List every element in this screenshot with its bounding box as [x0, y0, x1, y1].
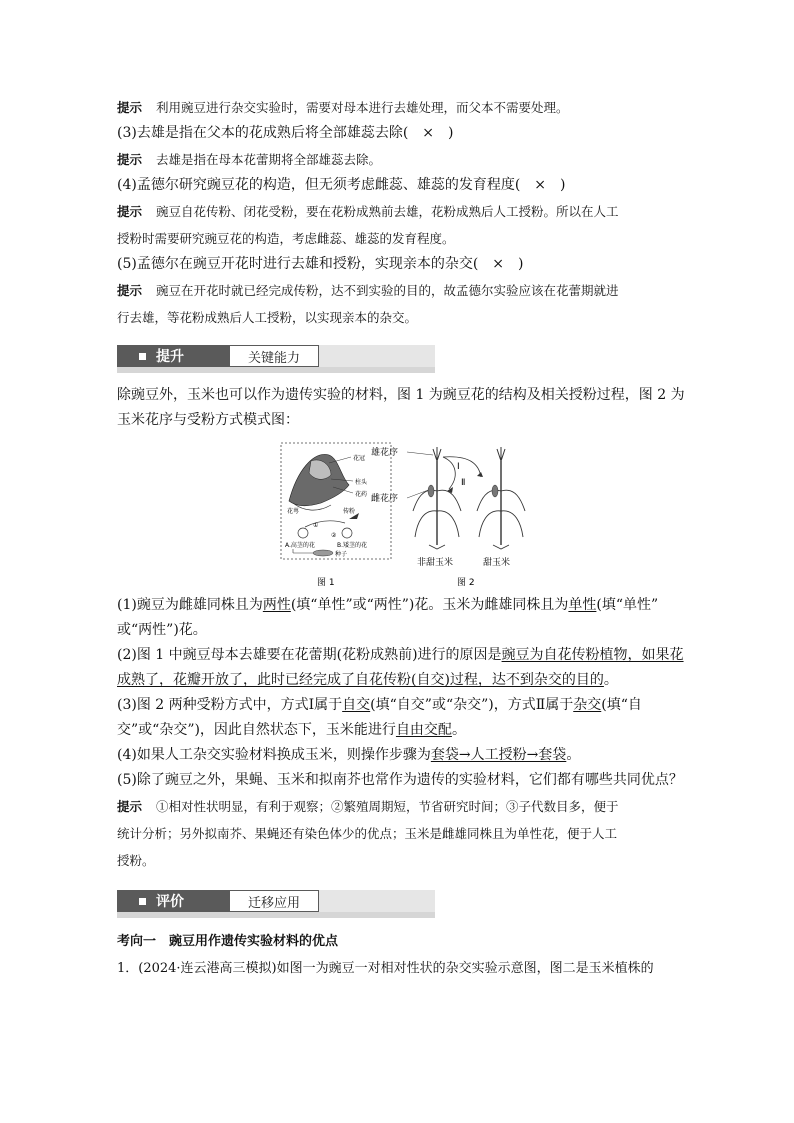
q-answer: 套袋→人工授粉→套袋: [430, 747, 567, 763]
flower-b-icon: [342, 528, 352, 538]
hint-label: 提示: [117, 152, 143, 167]
label-huaguan: 花冠: [353, 455, 366, 462]
statement-4: (4)孟德尔研究豌豆花的构造，但无须考虑雌蕊、雄蕊的发育程度( × ): [117, 177, 566, 193]
label-zhongzi: 种子: [335, 551, 348, 558]
flower-a-icon: [298, 528, 308, 538]
hint-continuation: 授粉时需要研究豌豆花的构造，考虑雌蕊、雄蕊的发育程度。: [117, 231, 455, 246]
q-text: 。: [566, 747, 581, 763]
hint-line: [117, 94, 679, 121]
section-subtitle: 关键能力: [229, 345, 319, 367]
q-answer: 两性: [262, 597, 291, 613]
figure-svg: [117, 441, 679, 591]
q-answer: 豌豆为自花传粉植物，如果花: [501, 647, 684, 663]
question-2-cont: [117, 668, 679, 693]
question-1-cont: 或“两性”)花。: [117, 622, 207, 638]
question-1: [117, 593, 679, 618]
q-text: (3)图 2 两种受粉方式中，方式Ⅰ属于: [117, 697, 343, 713]
q-answer: 自交: [342, 697, 371, 713]
page-content: [117, 94, 685, 982]
hint-continuation: 行去雄，等花粉成熟后人工授粉，以实现亲本的杂交。: [117, 310, 418, 325]
label-b: B.矮茎的花: [337, 542, 368, 549]
hint-text: 去雄是指在母本花蕾期将全部雄蕊去除。: [156, 152, 382, 167]
fig2-caption: 图 2: [457, 578, 475, 588]
q-text: 。: [603, 672, 618, 688]
hint-label: 提示: [117, 100, 143, 115]
question-2: [117, 643, 684, 668]
section-title: 提升: [156, 349, 184, 365]
corn-plant-1: [413, 447, 461, 549]
q-text: (填“单性”或“两性”)花。玉米为雌雄同株且为: [290, 597, 569, 613]
question-4: [117, 743, 679, 768]
hint-line: [117, 793, 679, 820]
statement-5: (5)孟德尔在豌豆开花时进行去雄和授粉，实现亲本的杂交( × ): [117, 256, 524, 272]
hint-continuation: 统计分析；另外拟南芥、果蝇还有染色体少的优点；玉米是雌雄同株且为单性花，便于人工: [117, 826, 618, 841]
q-text: 交”或“杂交”)，因此自然状态下，玉米能进行: [117, 722, 396, 738]
hint-line: [117, 198, 679, 225]
section-bar-fill: [319, 890, 435, 912]
label-feitian: 非甜玉米: [417, 558, 454, 568]
square-icon: [139, 353, 146, 360]
square-icon: [139, 898, 146, 905]
hint-text: 豌豆自花传粉、闭花受粉，要在花粉成熟前去雄，花粉成熟后人工授粉。所以在人工: [156, 204, 619, 219]
seed-pod-icon: [313, 550, 333, 556]
question-5: (5)除了豌豆之外，果蝇、玉米和拟南芥也常作为遗传的实验材料，它们都有哪些共同优点？: [117, 772, 683, 788]
q-answer: 杂交: [573, 697, 602, 713]
hint-label: 提示: [117, 283, 143, 298]
q-text: (填“自交”或“杂交”)，方式Ⅱ属于: [370, 697, 574, 713]
label-n2: ②: [331, 532, 337, 539]
q-text: (4)如果人工杂交实验材料换成玉米，则操作步骤为: [117, 747, 431, 763]
hint-label: 提示: [117, 799, 143, 814]
label-xiong: 雄花序: [371, 448, 399, 458]
pollination-arrow: [305, 521, 345, 527]
section-header-pingjia: [117, 890, 435, 918]
label-zhutou: 柱头: [355, 479, 368, 486]
q-text: (填“自: [601, 697, 642, 713]
q-answer: 单性: [568, 597, 597, 613]
label-a: A.高茎的花: [285, 542, 315, 549]
intro-line: 除豌豆外，玉米也可以作为遗传实验的材料，图 1 为豌豆花的结构及相关授粉过程，图 2 为: [117, 387, 685, 403]
q-text: (填“单性”: [596, 597, 659, 613]
hint-continuation: 授粉。: [117, 853, 155, 868]
label-tian: 甜玉米: [483, 558, 511, 568]
exercise-1: 1．(2024·连云港高三模拟)如图一为豌豆一对相对性状的杂交实验示意图，图二是玉米植株的: [117, 961, 654, 976]
q-answer: 自由交配: [395, 722, 452, 738]
q-answer: 成熟了，花瓣开放了，此时已经完成了自花传粉(自交)过程，达不到杂交的目的: [117, 672, 604, 688]
section-tab-primary: [117, 890, 229, 912]
q-text: (2)图 1 中豌豆母本去雄要在花蕾期(花粉成熟前)进行的原因是: [117, 647, 502, 663]
section-title: 评价: [156, 894, 184, 910]
kaoxiang-heading: 考向一 豌豆用作遗传实验材料的优点: [117, 934, 339, 949]
section-header-tisheng: [117, 345, 435, 373]
fig1-caption: 图 1: [317, 578, 335, 588]
hint-text: ①相对性状明显，有利于观察；②繁殖周期短，节省研究时间；③子代数目多，便于: [156, 799, 619, 814]
label-ci: 雌花序: [371, 494, 399, 504]
question-3-cont: [117, 718, 679, 743]
corn-plant-2: [477, 447, 525, 549]
hint-text: 利用豌豆进行杂交实验时，需要对母本进行去雄处理，而父本不需要处理。: [156, 100, 569, 115]
hint-line: [117, 277, 679, 304]
label-chuanfen: 传粉: [343, 508, 356, 515]
label-r2: Ⅱ: [461, 478, 466, 488]
section-bar-fill: [319, 345, 435, 367]
intro-line: 玉米花序与受粉方式模式图：: [117, 412, 299, 428]
label-huayao: 花药: [355, 491, 368, 498]
figure-row: [117, 441, 679, 591]
hint-label: 提示: [117, 204, 143, 219]
hint-line: [117, 146, 679, 173]
q-text: 。: [451, 722, 466, 738]
label-r1: Ⅰ: [457, 462, 460, 472]
hint-text: 豌豆在开花时就已经完成传粉，达不到实验的目的，故孟德尔实验应该在花蕾期就进: [156, 283, 619, 298]
label-n1: ①: [313, 522, 319, 529]
section-tab-primary: [117, 345, 229, 367]
label-huae: 花萼: [287, 508, 300, 515]
section-subtitle: 迁移应用: [229, 890, 319, 912]
statement-3: (3)去雄是指在父本的花成熟后将全部雄蕊去除( × ): [117, 125, 454, 141]
question-3: [117, 693, 679, 718]
q-text: (1)豌豆为雌雄同株且为: [117, 597, 263, 613]
